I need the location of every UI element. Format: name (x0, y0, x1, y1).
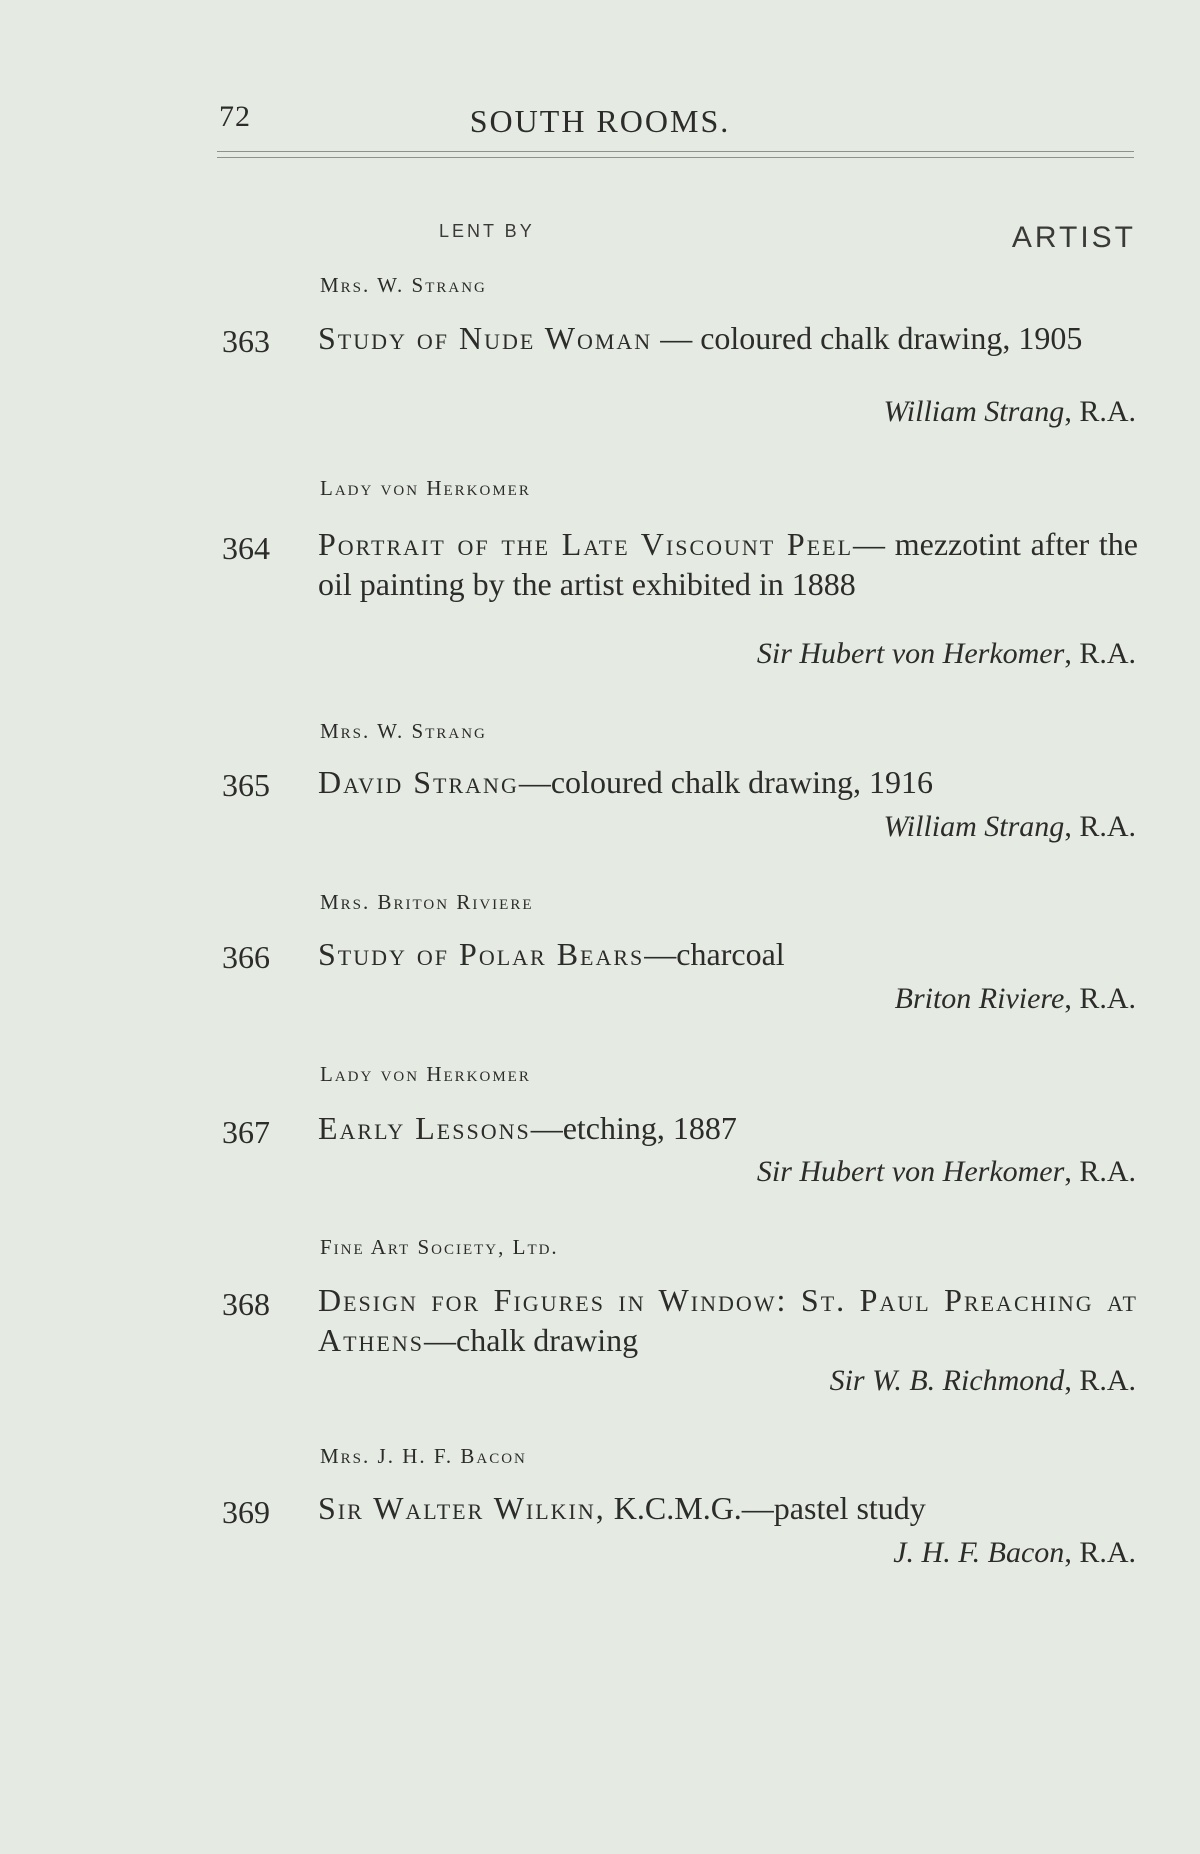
entry-artist (830, 1364, 1136, 1398)
artist-suffix: , R.A. (1064, 1536, 1136, 1569)
artist-suffix: , R.A. (1064, 1155, 1136, 1188)
lender-name: Mrs. W. Strang (320, 719, 487, 743)
entry-number: 365 (222, 767, 270, 803)
entry-artist (883, 810, 1136, 844)
entry-title (318, 318, 1138, 358)
entry-number: 364 (222, 530, 270, 566)
entry-description: K.C.M.G.—pastel study (605, 1490, 926, 1526)
lender-name: Mrs. J. H. F. Bacon (320, 1444, 527, 1468)
artist-suffix: , R.A. (1064, 1364, 1136, 1397)
artist-name: Briton Riviere (894, 982, 1065, 1015)
artist-column-label: ARTIST (1011, 221, 1136, 254)
lent-by-column-label: LENT BY (439, 221, 535, 241)
entry-title-text: Early Lessons (318, 1110, 531, 1146)
entry-description: —etching, 1887 (530, 1110, 737, 1146)
lender-name: Lady von Herkomer (320, 1062, 531, 1086)
artist-suffix: , R.A. (1064, 810, 1136, 843)
entry-number: 363 (222, 323, 270, 359)
artist-name: William Strang (883, 810, 1065, 843)
entry-title (318, 934, 1138, 974)
entry-description: —coloured chalk drawing, 1916 (518, 764, 933, 800)
artist-suffix: , R.A. (1064, 637, 1136, 670)
entry-title (318, 1488, 1138, 1528)
entry-description: — coloured chalk drawing, 1905 (652, 320, 1083, 356)
lender-name: Mrs. W. Strang (320, 273, 487, 297)
entry-artist (893, 1536, 1136, 1570)
entry-artist (757, 1155, 1136, 1189)
entry-title-text: David Strang (318, 764, 519, 800)
entry-number: 369 (222, 1494, 270, 1530)
header-rule-bottom (217, 157, 1134, 158)
entry-artist (895, 982, 1136, 1016)
artist-name: Sir Hubert von Herkomer (756, 637, 1065, 670)
entry-title (318, 1108, 1138, 1148)
entry-title (318, 1280, 1138, 1360)
artist-name: Sir W. B. Richmond (829, 1364, 1065, 1397)
entry-title (318, 524, 1138, 604)
entry-title-text: Sir Walter Wilkin, (318, 1490, 606, 1526)
running-title: SOUTH ROOMS. (469, 103, 731, 139)
entry-artist (757, 637, 1136, 671)
entry-artist (883, 395, 1136, 429)
lender-name: Lady von Herkomer (320, 476, 531, 500)
artist-name: Sir Hubert von Herkomer (756, 1155, 1065, 1188)
lender-name: Fine Art Society, Ltd. (320, 1235, 559, 1259)
entry-description: — mezzotint after the oil painting by the artist exhibited in 1888 (318, 526, 1138, 602)
entry-title-text: Study of Nude Woman (318, 320, 653, 356)
entry-number: 367 (222, 1114, 270, 1150)
entry-description: —charcoal (644, 936, 785, 972)
entry-description: —chalk drawing (424, 1322, 639, 1358)
artist-name: J. H. F. Bacon (893, 1536, 1065, 1569)
artist-suffix: , R.A. (1064, 395, 1136, 428)
artist-name: William Strang (883, 395, 1065, 428)
entry-title-text: Study of Polar Bears (318, 936, 645, 972)
entry-title-text: Portrait of the Late Viscount Peel (318, 526, 854, 562)
entry-title (318, 762, 1138, 802)
entry-number: 368 (222, 1286, 270, 1322)
artist-suffix: , R.A. (1064, 982, 1136, 1015)
header-rule-top (217, 151, 1134, 152)
entry-number: 366 (222, 939, 270, 975)
entry-title-text: Design for Figures in Window: St. Paul Preaching at Athens (318, 1282, 1138, 1358)
page-number: 72 (219, 100, 251, 133)
lender-name: Mrs. Briton Riviere (320, 890, 534, 914)
